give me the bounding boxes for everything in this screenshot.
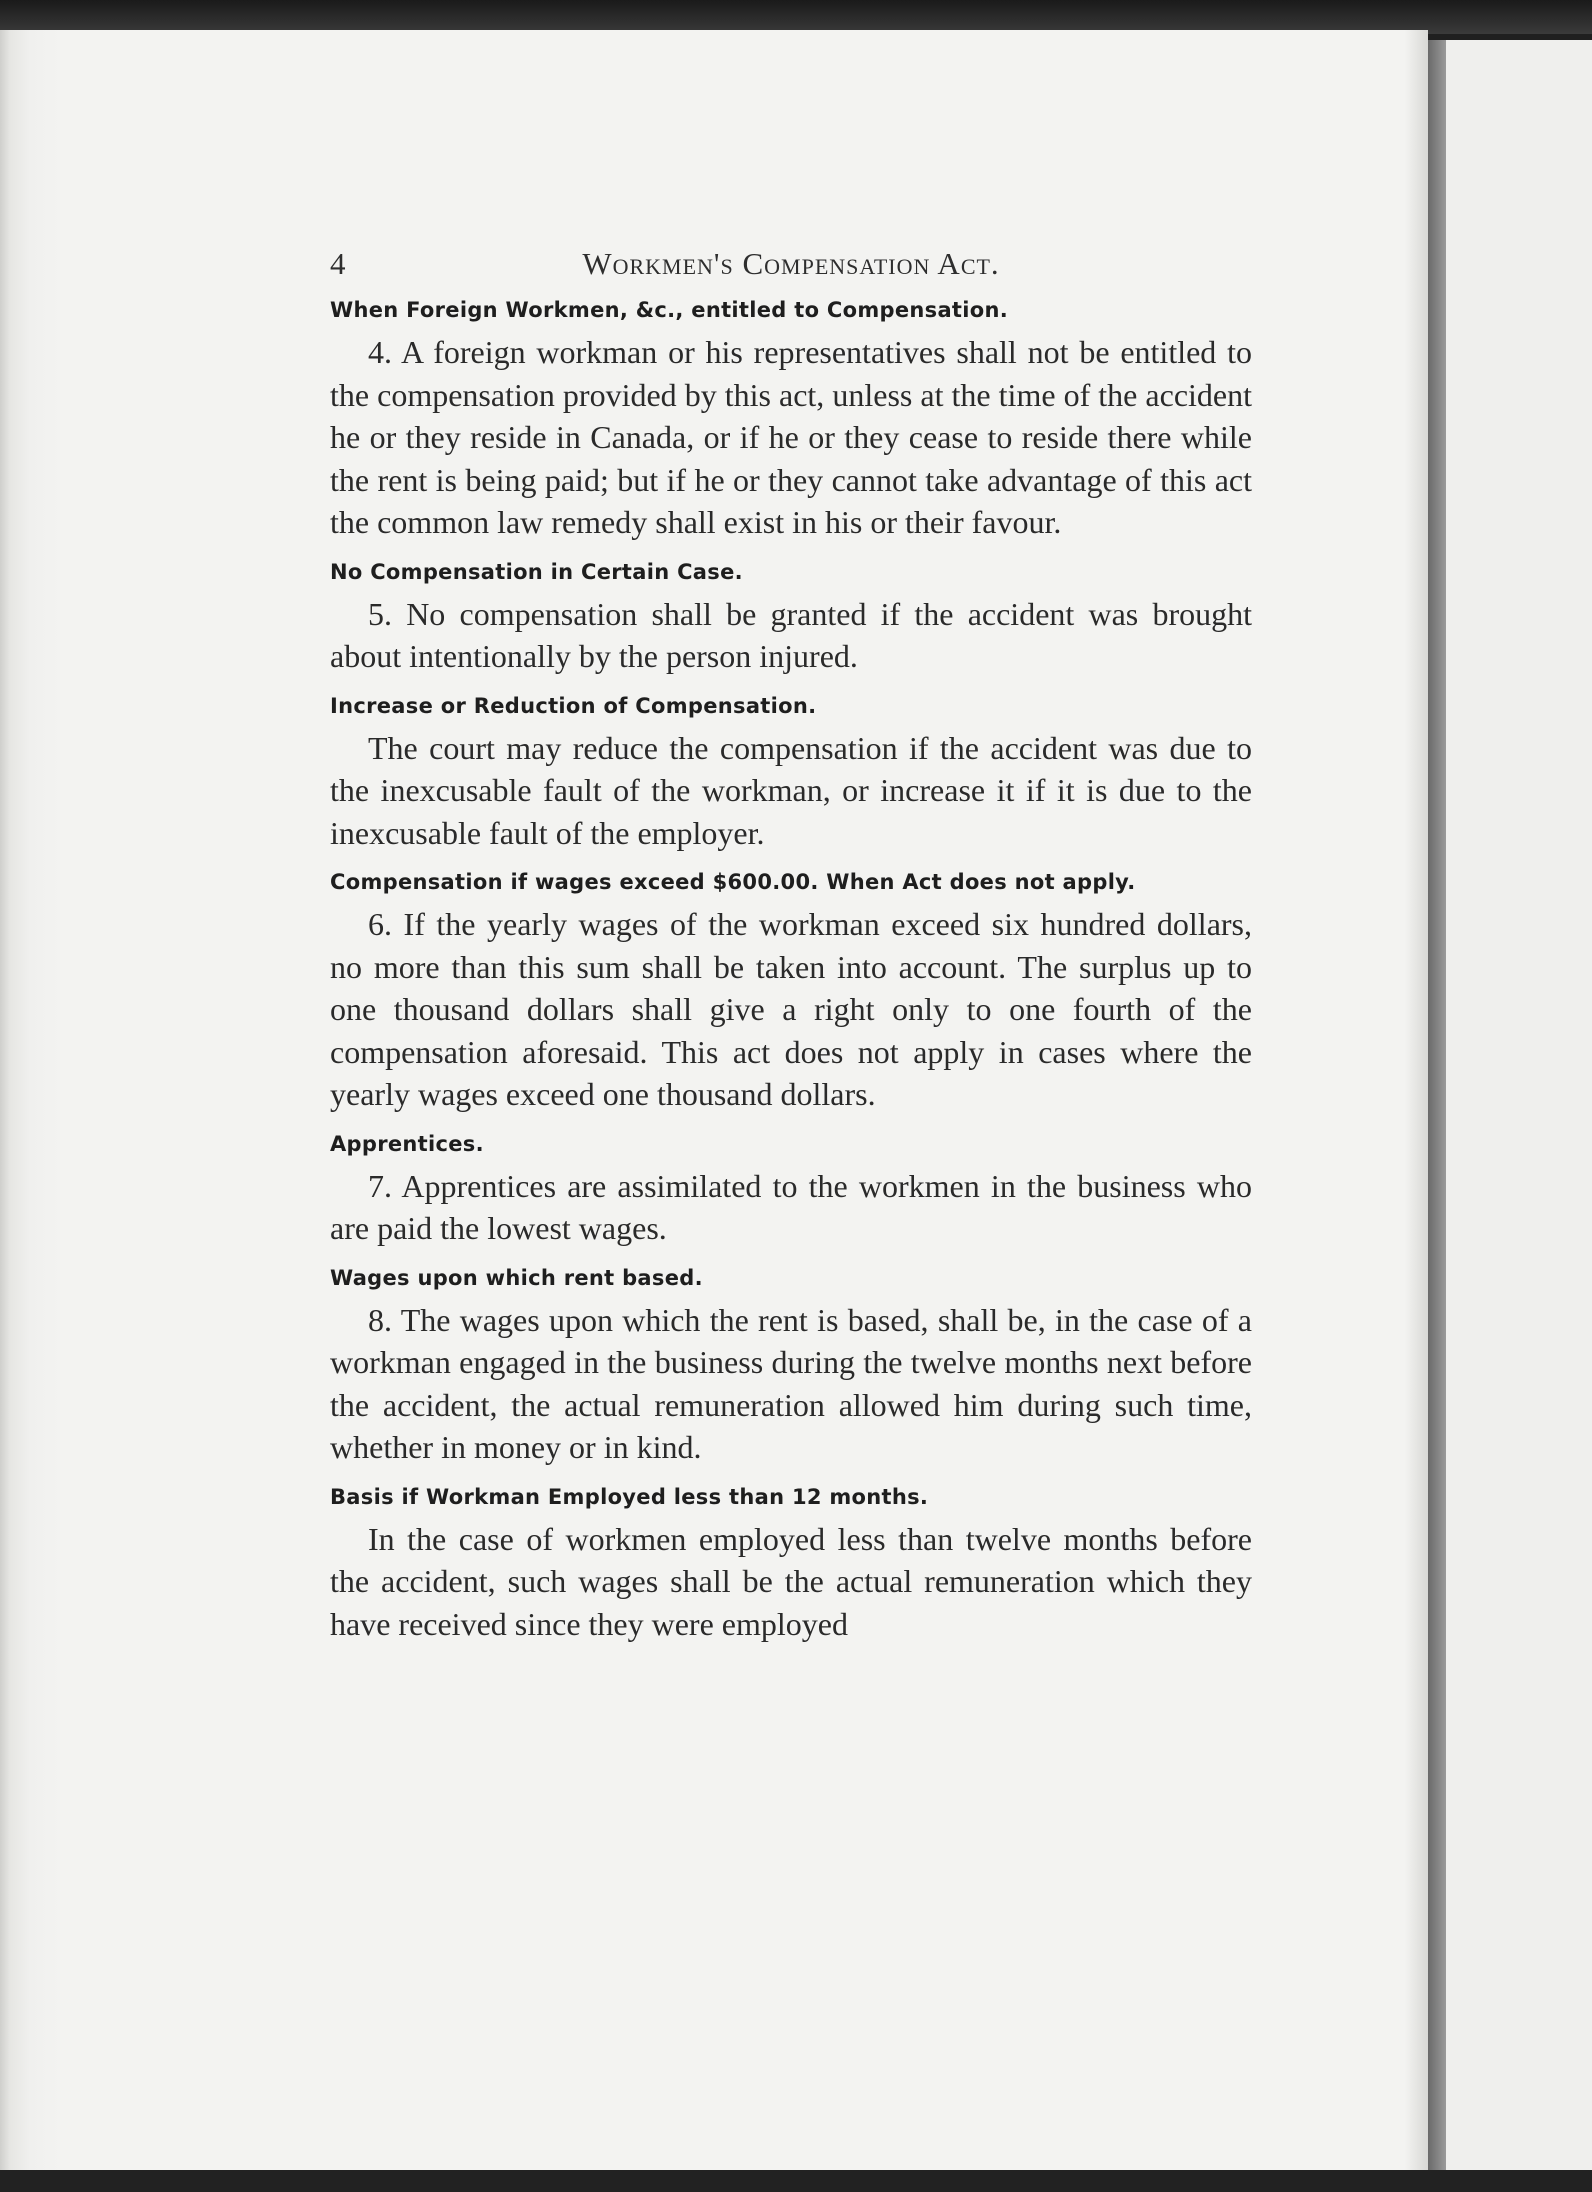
section-wages-exceed — [330, 868, 1252, 1116]
page-right-shadow — [1405, 30, 1428, 2175]
section-no-compensation — [330, 558, 1252, 678]
page-number: 4 — [330, 246, 346, 281]
section-heading: When Foreign Workmen, &c., entitled to Compensation. — [330, 298, 1009, 322]
section-foreign-workmen — [330, 296, 1252, 544]
section-heading: Increase or Reduction of Compensation. — [330, 693, 817, 718]
section-heading: Apprentices. — [330, 1131, 484, 1156]
section-paragraph: 5. No compensation shall be granted if the accident was brought about intentionally by the person injured. — [330, 595, 1252, 674]
page-content — [330, 240, 1252, 1651]
page-left-edge — [0, 30, 60, 2175]
section-paragraph: 7. Apprentices are assimilated to the workmen in the business who are paid the lowest wages. — [330, 1167, 1252, 1246]
running-head — [330, 240, 1252, 290]
section-paragraph: In the case of workmen employed less than twelve months before the accident, such wages shall be the actual remuneration which they have received since they were employed — [330, 1520, 1252, 1642]
section-heading: Basis if Workman Employed less than 12 months. — [330, 1484, 929, 1509]
section-paragraph: 4. A foreign workman or his representatives shall not be entitled to the compensation provided by this act, unless at the time of the accident he or they reside in Canada, or if he or they cease to reside there while the rent is being paid; but if he or they cannot take advantage of this act the common law remedy shall exist in his or their favour. — [330, 334, 1252, 540]
facing-page-edge — [1446, 40, 1592, 2170]
section-paragraph: The court may reduce the compensation if the accident was due to the inexcusable fault of the workman, or increase it if it is due to the inexcusable fault of the employer. — [330, 729, 1252, 851]
section-heading: Wages upon which rent based. — [330, 1265, 703, 1290]
section-heading: Compensation if wages exceed $600.00. When Act does not apply. — [330, 870, 1136, 894]
running-title: Workmen's Compensation Act. — [582, 246, 1000, 281]
section-heading: No Compensation in Certain Case. — [330, 559, 743, 584]
section-paragraph: 8. The wages upon which the rent is based, shall be, in the case of a workman engaged in the business during the twelve months next before the accident, the actual remuneration allowed him during such time, whether in money or in kind. — [330, 1301, 1252, 1465]
section-wages-rent-based — [330, 1264, 1252, 1469]
book-gutter — [1428, 40, 1446, 2170]
scanner-top-border — [0, 0, 1592, 34]
scanner-bottom-border — [0, 2170, 1592, 2192]
section-apprentices — [330, 1130, 1252, 1250]
section-increase-reduction — [330, 692, 1252, 855]
section-paragraph: 6. If the yearly wages of the workman exceed six hundred dollars, no more than this sum shall be taken into account. The surplus up to one thousand dollars shall give a right only to one fourth of the compensation aforesaid. This act does not apply in cases where the yearly wages exceed one thousand dollars. — [330, 906, 1252, 1112]
section-basis-less-than-12-months — [330, 1483, 1252, 1646]
